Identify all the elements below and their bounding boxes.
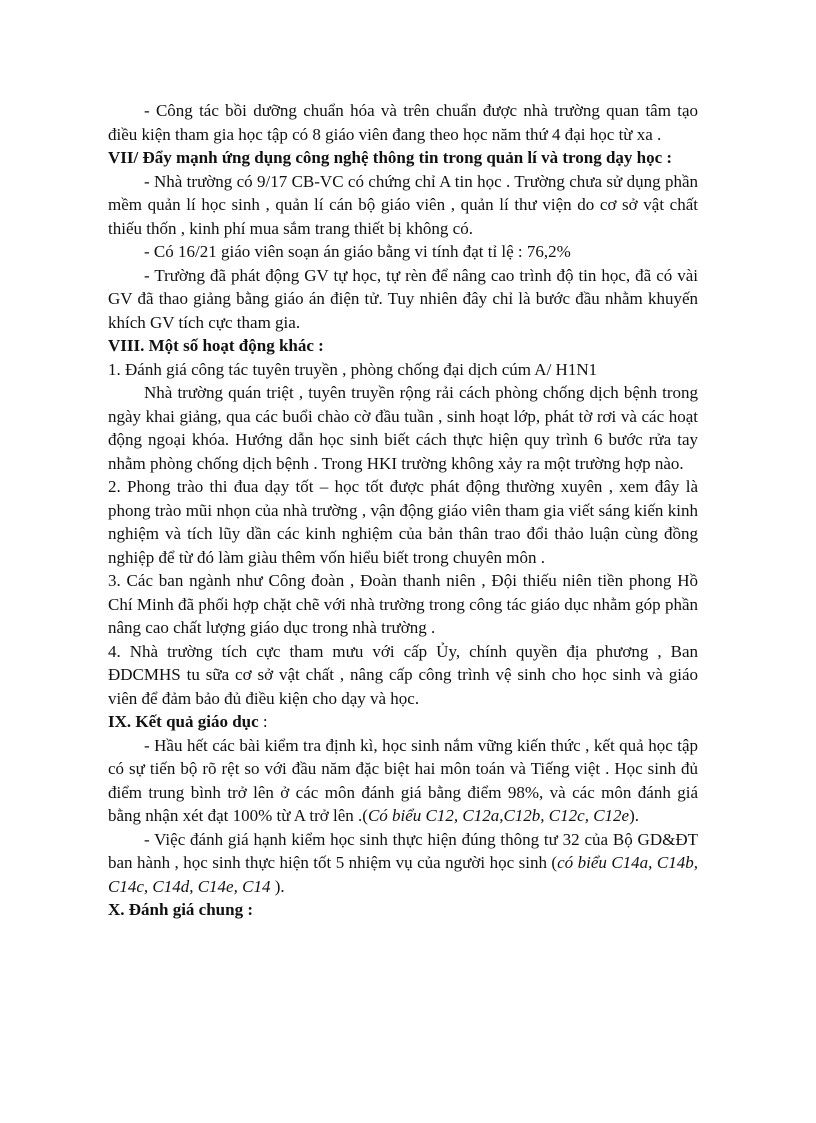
document-page xyxy=(108,99,698,922)
learning-results-end: ). xyxy=(629,806,640,825)
paragraph-self-study: - Trường đã phát động GV tự học, tự rèn để nâng cao trình độ tin học, đã có vài GV đã thao giảng bằng giáo án điện tử. Tuy nhiên đây chỉ là bước đầu nhằm khuyến khích GV tích cực tham gia. xyxy=(108,265,698,332)
paragraph-item-1-title: 1. Đánh giá công tác tuyên truyền , phòng chống đại dịch cúm A/ H1N1 xyxy=(108,359,598,379)
learning-results-text: - Hầu hết các bài kiểm tra định kì, học sinh nắm vững kiến thức , kết quả học tập có sự tiến bộ rõ rệt so với đầu năm đặc biệt hai môn toán và Tiếng việt . Học sinh đủ điểm trung bình trở lên ở các môn đánh giá bằng điểm 98%, và các môn đánh giá bằng nhận xét đạt 100% từ A trở lên .( xyxy=(108,735,698,825)
heading-section-viii: VIII. Một số hoạt động khác : xyxy=(108,336,324,355)
paragraph-item-2: 2. Phong trào thi đua dạy tốt – học tốt được phát động thường xuyên , xem đây là phong trào mũi nhọn của nhà trường , vận động giáo viên tham gia viết sáng kiến kinh nghiệm và tích lũy dần các kinh nghiệm của bản thân trao đổi thảo luận cùng đồng nghiệp để từ đó làm giàu thêm vốn hiểu biết trong chuyên môn . xyxy=(108,477,698,567)
learning-results-reference: Có biểu C12, C12a,C12b, C12c, C12e xyxy=(367,806,630,825)
heading-section-x: X. Đánh giá chung : xyxy=(108,900,254,919)
heading-section-vii: VII/ Đẩy mạnh ứng dụng công nghệ thông tin trong quản lí và trong dạy học : xyxy=(108,148,673,167)
conduct-evaluation-text: - Việc đánh giá hạnh kiểm học sinh thực hiện đúng thông tư 32 của Bộ GD&ĐT ban hành , học sinh thực hiện tốt 5 nhiệm vụ của người học sinh ( xyxy=(108,829,698,872)
conduct-evaluation-end: ). xyxy=(270,876,285,896)
conduct-evaluation-reference: có biểu C14a, C14b, C14c, C14d, C14e, C14 xyxy=(108,853,698,896)
paragraph-training: - Công tác bồi dưỡng chuẩn hóa và trên chuẩn được nhà trường quan tâm tạo điều kiện tham gia học tập có 8 giáo viên đang theo học năm thứ 4 đại học từ xa . xyxy=(108,101,698,144)
paragraph-it-certificates: - Nhà trường có 9/17 CB-VC có chứng chỉ A tin học . Trường chưa sử dụng phần mềm quản lí học sinh , quản lí cán bộ giáo viên , quản lí thư viện do cơ sở vật chất thiếu thốn , kinh phí mua sắm trang thiết bị không có. xyxy=(108,171,698,238)
paragraph-learning-results xyxy=(108,734,698,828)
paragraph-item-3: 3. Các ban ngành như Công đoàn , Đoàn thanh niên , Đội thiếu niên tiền phong Hồ Chí Minh đã phối hợp chặt chẽ với nhà trường trong công tác giáo dục nhằm góp phần nâng cao chất lượng giáo dục trong nhà trường . xyxy=(108,571,698,637)
heading-section-ix-colon: : xyxy=(258,712,268,731)
paragraph-conduct-evaluation xyxy=(108,828,698,899)
heading-section-ix xyxy=(108,710,698,734)
paragraph-item-4: 4. Nhà trường tích cực tham mưu với cấp Ủy, chính quyền địa phương , Ban ĐDCMHS tu sữa cơ sở vật chất , nâng cấp công trình vệ sinh cho học sinh và giáo viên để đảm bảo đủ điều kiện cho dạy và học. xyxy=(108,641,698,708)
paragraph-item-1-body: Nhà trường quán triệt , tuyên truyền rộng rải cách phòng chống dịch bệnh trong ngày khai giảng, qua các buổi chào cờ đầu tuần , sinh hoạt lớp, phát tờ rơi và các hoạt động ngoại khóa. Hướng dẫn học sinh biết cách thực hiện quy trình 6 bước rửa tay nhằm phòng chống dịch bệnh . Trong HKI trường không xảy ra một trường hợp nào. xyxy=(108,383,698,473)
paragraph-computer-lessons: - Có 16/21 giáo viên soạn án giáo bằng vi tính đạt tỉ lệ : 76,2% xyxy=(144,242,571,261)
heading-section-ix-text: IX. Kết quả giáo dục xyxy=(108,712,259,731)
